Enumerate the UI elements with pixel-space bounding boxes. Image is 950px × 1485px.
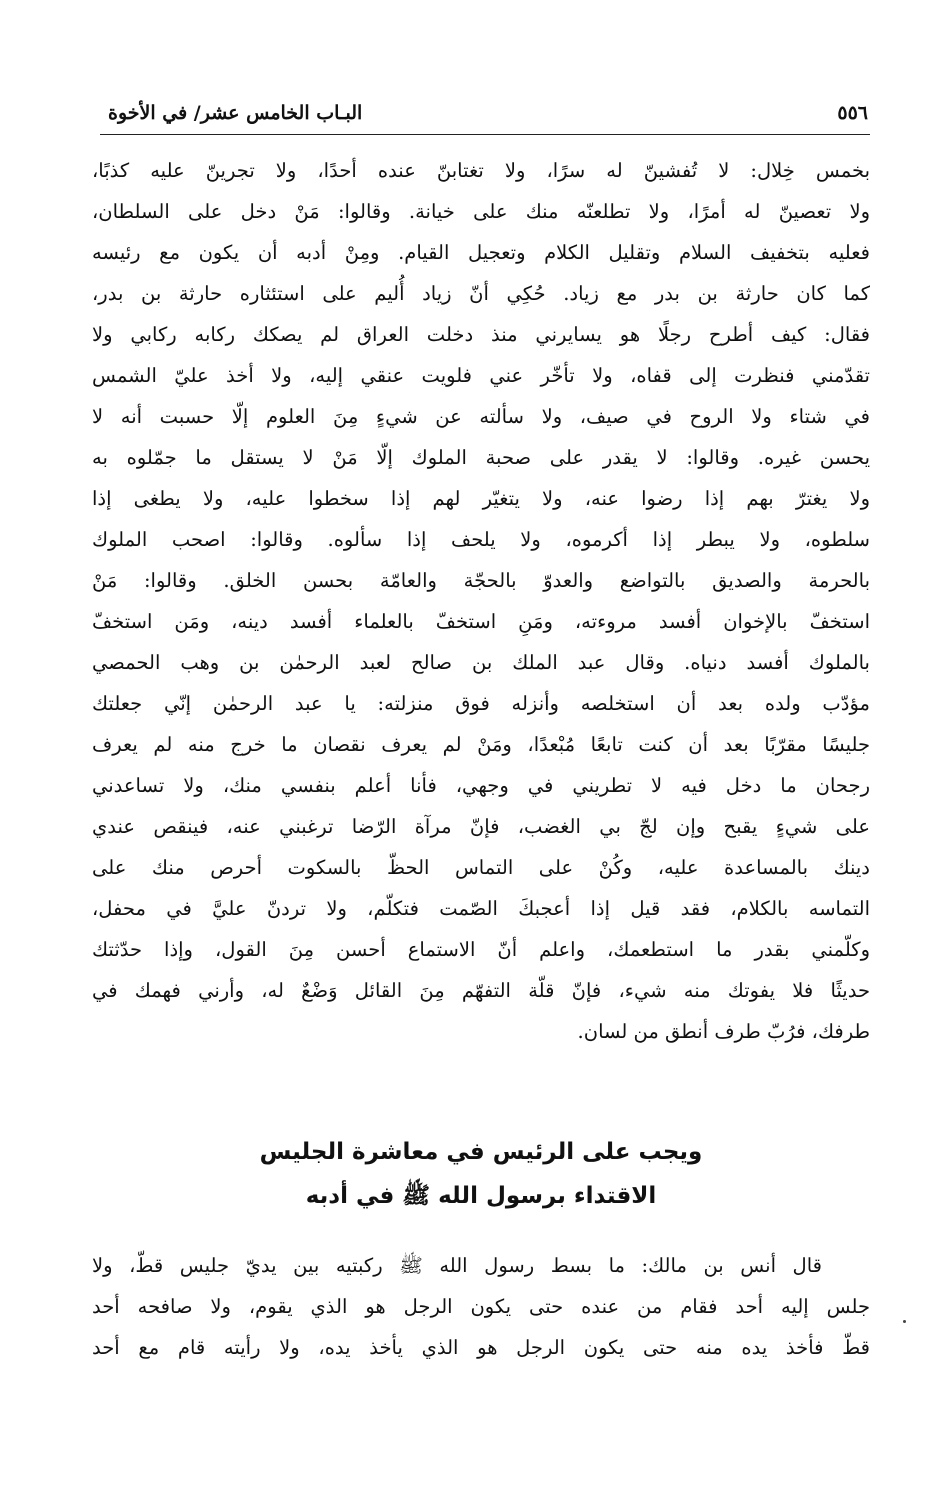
text-line: ولا تعصينّ له أمرًا، ولا تطلعنّه منك على خيانة. وقالوا: مَنْ دخل على السلطان،	[92, 200, 870, 223]
chapter-title: البـاب الخامس عشر/ في الأخوة	[108, 102, 363, 124]
text-line: ولا يغترّ بهم إذا رضوا عنه، ولا يتغيّر لهم إذا سخطوا عليه، ولا يطغى إذا	[92, 487, 870, 510]
text-line: استخفّ بالإخوان أفسد مروءته، ومَنِ استخفّ بالعلماء أفسد دينه، ومَن استخفّ	[92, 610, 870, 633]
page-number: ٥٥٦	[837, 102, 868, 124]
text-line: جليسًا مقرّبًا بعد أن كنت تابعًا مُبْعدًا، ومَنْ لم يعرف نقصان ما خرج منه لم يعرف	[92, 733, 870, 756]
text-line: فعليه بتخفيف السلام وتقليل الكلام وتعجيل القيام. ومِنْ أدبه أن يكون مع رئيسه	[92, 241, 870, 264]
text-line: وكلّمني بقدر ما استطعمك، واعلم أنّ الاستماع أحسن مِنَ القول، وإذا حدّثتك	[92, 938, 870, 961]
section-heading-line-2: الاقتداء برسول الله ﷺ في أدبه	[305, 1183, 657, 1209]
text-line: يحسن غيره. وقالوا: لا يقدر على صحبة الملوك إلّا مَنْ لا يستقل ما جمّلوه به	[92, 446, 870, 469]
text-line: بخمس خِلال: لا تُفشينّ له سرًا، ولا تغتابنّ عنده أحدًا، ولا تجرينّ عليه كذبًا،	[92, 159, 870, 182]
section-heading	[92, 1130, 870, 1218]
text-line: التماسه بالكلام، فقد قيل إذا أعجبكَ الصّمت فتكلّم، ولا تردنّ عليَّ في محفل،	[92, 897, 870, 920]
text-line: على شيءٍ يقبح وإن لجّ بي الغضب، فإنّ مرآة الرّضا ترغبني عنه، فينقص عندي	[92, 815, 870, 838]
text-line: حديثًا فلا يفوتك منه شيء، فإنّ قلّة التفهّم مِنَ القائل وَضْعٌ له، وأرني فهمك في	[92, 979, 870, 1002]
text-line: طرفك، فرُبّ طرف أنطق من لسان.	[577, 1020, 870, 1043]
section-heading-line-1: ويجب على الرئيس في معاشرة الجليس	[259, 1139, 703, 1165]
text-line: قال أنس بن مالك: ما بسط رسول الله ﷺ ركبتيه بين يديّ جليس قطّ، ولا	[92, 1254, 822, 1277]
text-line: دينك بالمساعدة عليه، وكُنْ على التماس الحظّ بالسكوت أحرص منك على	[92, 856, 870, 879]
text-line: بالملوك أفسد دنياه. وقال عبد الملك بن صالح لعبد الرحمٰن بن وهب الحمصي	[92, 651, 870, 674]
main-text-block	[92, 150, 870, 1052]
text-line: فقال: كيف أطرح رجلًا هو يسايرني منذ دخلت العراق لم يصكك ركابه ركابي ولا	[92, 323, 870, 346]
text-line: تقدّمني فنظرت إلى قفاه، ولا تأخّر عني فلويت عنقي إليه، ولا أخذ عليّ الشمس	[92, 364, 870, 387]
text-line: في شتاء ولا الروح في صيف، ولا سألته عن شيءٍ مِنَ العلوم إلّا حسبت أنه لا	[92, 405, 870, 428]
text-line: جلس إليه أحد فقام من عنده حتى يكون الرجل هو الذي يقوم، ولا صافحه أحد	[92, 1295, 870, 1318]
running-header	[108, 96, 868, 130]
text-line: كما كان حارثة بن بدر مع زياد. حُكِي أنّ زياد أُليم على استئثاره حارثة بن بدر،	[92, 282, 870, 305]
text-line: بالحرمة والصديق بالتواضع والعدوّ بالحجّة والعامّة بحسن الخلق. وقالوا: مَنْ	[92, 569, 870, 592]
margin-dot	[903, 1320, 906, 1323]
text-line: رجحان ما دخل فيه لا تطريني في وجهي، فأنا أعلم بنفسي منك، ولا تساعدني	[92, 774, 870, 797]
text-line: قطّ فأخذ يده منه حتى يكون الرجل هو الذي يأخذ يده، ولا رأيته قام مع أحد	[92, 1336, 870, 1359]
section-text-block	[92, 1245, 870, 1368]
text-line: سلطوه، ولا يبطر إذا أكرموه، ولا يلحف إذا سألوه. وقالوا: اصحب الملوك	[92, 528, 870, 551]
header-divider	[100, 134, 870, 135]
text-line: مؤدّب ولده بعد أن استخلصه وأنزله فوق منزلته: يا عبد الرحمٰن إنّي جعلتك	[92, 692, 870, 715]
